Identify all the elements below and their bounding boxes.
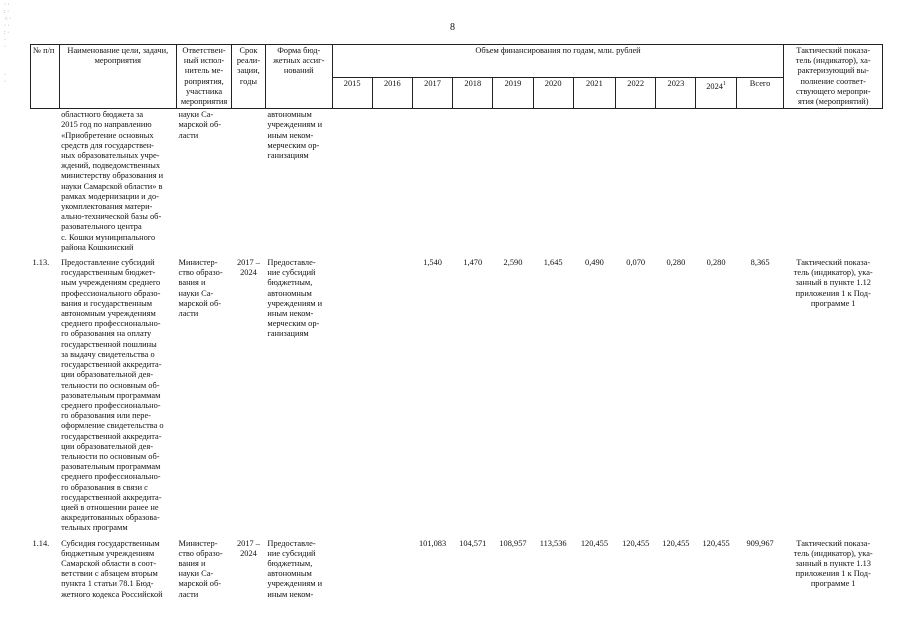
header-name: Наименование цели, задачи, мероприятия: [59, 45, 176, 109]
row-value: 104,571: [459, 538, 487, 548]
header-term: Срок реали- зации, годы: [232, 45, 266, 109]
row-value: [372, 109, 412, 254]
header-year: 2022: [616, 78, 656, 109]
header-num: № п/п: [31, 45, 60, 109]
header-indicator: Тактический показа- тель (индикатор), ха- рактеризующий вы- полнение соответ- ствующего меропри- ятия (мероприятий): [784, 45, 883, 109]
table-row: [31, 254, 883, 534]
header-funding: Объем финансирования по годам, млн. рублей: [332, 45, 784, 78]
row-term: 2017 – 2024: [236, 538, 260, 558]
row-value: [696, 109, 736, 254]
row-indicator: [784, 109, 883, 254]
row-value: [656, 109, 696, 254]
header-year: 2018: [453, 78, 493, 109]
page-number: 8: [450, 22, 455, 33]
row-value: [332, 254, 372, 534]
table-row: [31, 109, 883, 254]
row-value: 1,540: [423, 258, 442, 268]
row-value: 108,957: [499, 538, 527, 548]
row-value: 120,455: [662, 538, 690, 548]
row-value: 0,070: [626, 258, 646, 268]
funding-table: [30, 44, 883, 601]
row-value: [332, 535, 372, 601]
row-term: 2017 – 2024: [236, 258, 260, 278]
row-value: 113,536: [539, 538, 567, 548]
row-value: 0,280: [666, 258, 686, 268]
row-value: 0,490: [585, 258, 604, 268]
row-form: Предоставле- ние субсидий бюджетным, автономным учреждениям и иным неком- мерческим ор- ганизациям: [267, 258, 323, 339]
margin-scan-marks: · · : · ·: · · · : · · · · ·: [4, 2, 12, 85]
header-year: 2020: [533, 78, 573, 109]
row-value: [616, 109, 656, 254]
header-year: 2015: [332, 78, 372, 109]
row-total: [736, 109, 784, 254]
row-form: Предоставле- ние субсидий бюджетным, автономным учреждениям и иным неком-: [267, 538, 323, 599]
header-responsible: Ответствен- ный испол- нитель ме- роприятия, участника мероприятия: [177, 45, 232, 109]
row-total: 909,967: [746, 538, 774, 548]
header-total: Всего: [736, 78, 784, 109]
row-value: 120,455: [622, 538, 650, 548]
header-year: 2019: [493, 78, 533, 109]
row-total: 8,365: [750, 258, 770, 268]
row-value: 1,645: [543, 258, 563, 268]
header-year-label: 2024: [706, 81, 723, 91]
row-indicator: Тактический показа- тель (индикатор), ука- занный в пункте 1.12 приложения 1 к Под- программе 1: [793, 258, 873, 308]
header-form: Форма бюд- жетных ассиг- нований: [265, 45, 332, 109]
row-value: [573, 109, 615, 254]
row-value: [493, 109, 533, 254]
header-row: [31, 45, 883, 78]
row-value: [453, 109, 493, 254]
row-number: [31, 109, 60, 254]
row-value: [372, 535, 412, 601]
table-row: [31, 535, 883, 601]
row-value: [533, 109, 573, 254]
row-value: 0,280: [706, 258, 726, 268]
row-value: [372, 254, 412, 534]
row-indicator: Тактический показа- тель (индикатор), ука- занный в пункте 1.13 приложения 1 к Под- программе 1: [793, 538, 873, 589]
row-form: автономным учреждениям и иным неком- мерческим ор- ганизациям: [267, 110, 323, 161]
row-term: [232, 109, 266, 254]
row-value: [412, 109, 452, 254]
row-responsible: Министер- ство образо- вания и науки Са- марской об- ласти: [178, 258, 223, 319]
header-year: 2023: [656, 78, 696, 109]
row-number: 1.13.: [32, 258, 50, 268]
row-value: 101,083: [418, 538, 447, 548]
footnote-marker: 1: [722, 81, 726, 87]
header-year: 2021: [573, 78, 615, 109]
row-responsible: науки Са- марской об- ласти: [178, 110, 222, 140]
row-value: 1,470: [463, 258, 483, 268]
row-name: Предоставление субсидий государственным бюджет- ным учреждениям среднего профессионального образо- вания и государственным автономным учреждениям среднего профессионально- го образования на оплату государственной пошлины за выдачу свидетельства о государственной аккредита- ции образовательной дея- тельности по основным об- разовательным программам среднего профессионально- го образования или пере- оформление свидетельства о государственной аккредита- ции образовательной дея- тельности по основным об- разовательным программам среднего профессионально- го образования в связи с государственной аккредита- цией в отношении ранее не аккредитованных образова- тельных программ: [61, 258, 164, 533]
row-number: 1.14.: [32, 538, 50, 548]
header-year: 2016: [372, 78, 412, 109]
row-name: областного бюджета за 2015 год по направлению «Приобретение основных средств для государствен- ных образовательных учре- ждений, подведомственных министерству образования и науки Самарской области» в рамках модернизации и до- укомплектования матери- ально-технической базы об- разовательного центра с. Кошки муниципального района Кошкинский: [61, 110, 164, 252]
header-year: 2017: [412, 78, 452, 109]
row-value: 120,455: [702, 538, 730, 548]
row-value: [332, 109, 372, 254]
row-value: 120,455: [580, 538, 609, 548]
row-responsible: Министер- ство образо- вания и науки Са- марской об- ласти: [178, 538, 223, 599]
row-name: Субсидия государственным бюджетным учреждениям Самарской области в соот- ветствии с абзацем вторым пункта 1 статьи 78.1 Бюд- жетного кодекса Российской: [61, 538, 163, 599]
row-value: 2,590: [503, 258, 523, 268]
header-year-last: [696, 78, 736, 109]
